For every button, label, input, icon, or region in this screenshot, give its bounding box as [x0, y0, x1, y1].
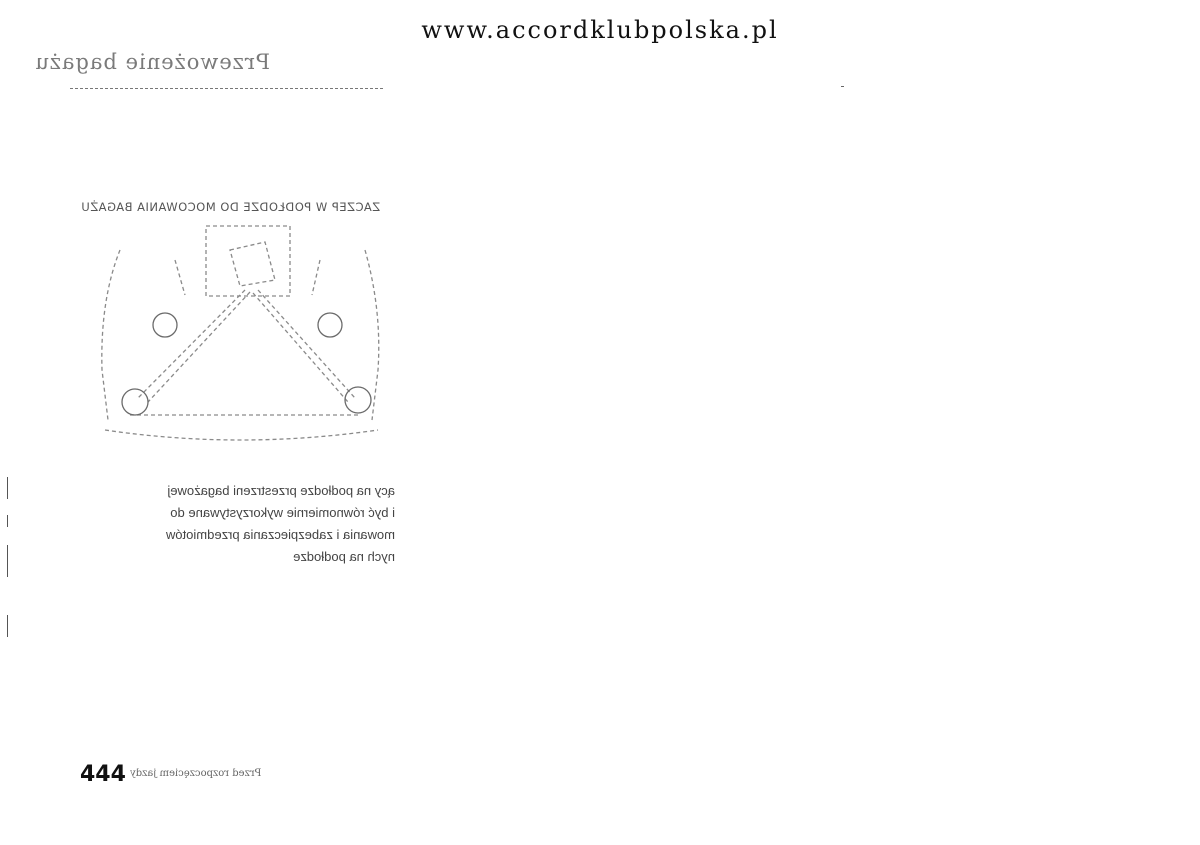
margin-mark-3 [7, 545, 8, 577]
strap-right [258, 290, 355, 398]
tiedown-hook-right-upper [318, 313, 342, 337]
section-title: Przewożenie bagażu [34, 50, 270, 74]
page-number: 444 [80, 762, 126, 787]
body-line-1: ący na podłodze przestrzeni bagażowej [167, 483, 395, 498]
trunk-floor-edge [105, 430, 378, 440]
tiedown-hook-right-lower [345, 387, 371, 413]
side-strap-right [312, 260, 320, 295]
luggage-box [206, 226, 290, 296]
title-rule [70, 88, 383, 89]
tiedown-hook-left-upper [153, 313, 177, 337]
margin-mark-4 [7, 615, 8, 637]
margin-mark-1 [7, 477, 8, 499]
strap-left-2 [148, 292, 250, 402]
trunk-outline-left [102, 250, 120, 420]
stray-mark [841, 86, 844, 87]
side-strap-left [175, 260, 185, 295]
strap-right-2 [253, 293, 348, 402]
cargo-tiedown-illustration [90, 220, 390, 450]
footer-section-name: Przed rozpoczęciem jazdy [130, 768, 262, 779]
cargo-bag [230, 242, 275, 286]
trunk-outline-right [365, 250, 379, 420]
strap-left [138, 290, 245, 398]
body-line-3: mowania i zabezpieczania przedmiotów [165, 527, 395, 542]
body-line-4: nych na podłodze [293, 549, 395, 564]
tiedown-hook-left-lower [122, 389, 148, 415]
figure-caption: ZACZEP W PODŁODZE DO MOCOWANIA BAGAŻU [80, 200, 381, 214]
body-line-2: i być równomiernie wykorzystywane do [170, 505, 395, 520]
body-text [85, 480, 395, 568]
margin-mark-2 [7, 515, 8, 527]
site-url: www.accordklubpolska.pl [421, 16, 779, 44]
